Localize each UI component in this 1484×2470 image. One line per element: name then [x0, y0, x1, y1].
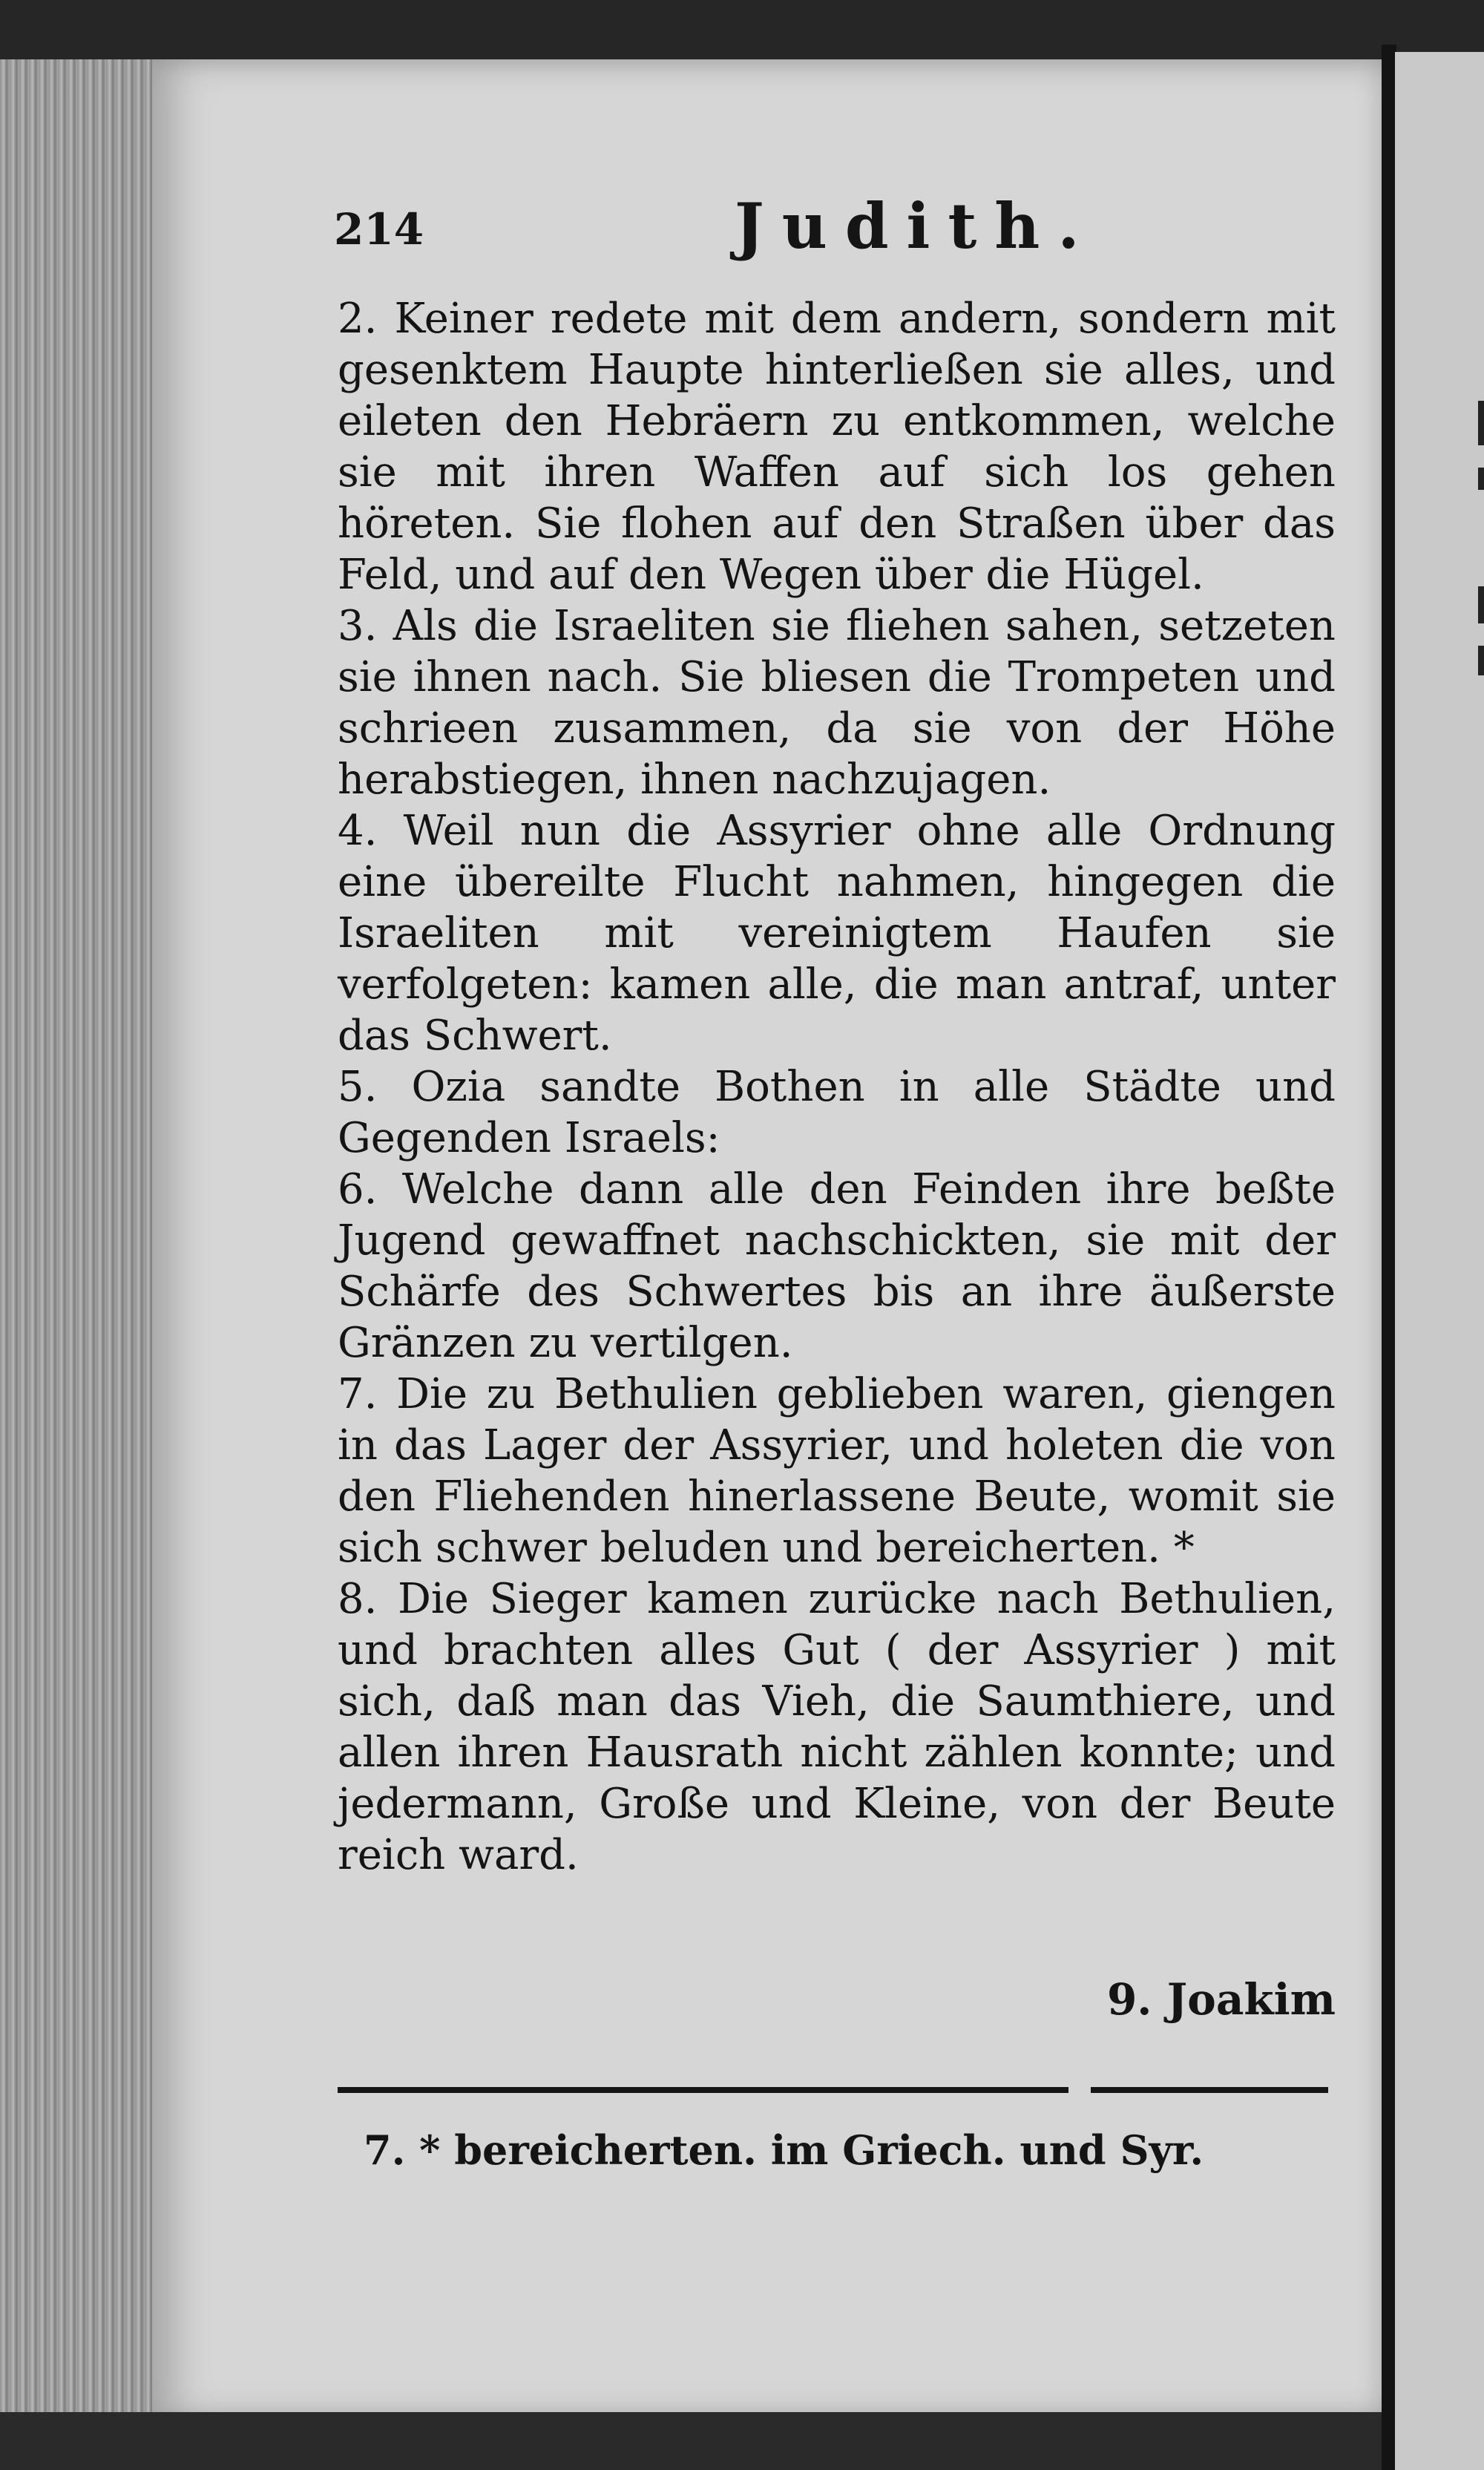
facing-page-text-fragment [1478, 646, 1484, 675]
footnote-rule [1091, 2087, 1328, 2093]
verse-4: 4. Weil nun die Assyrier ohne alle Ordnung eine übereilte Flucht nahmen, hingegen die Israeliten mit vereinigtem Haufen sie verfolgeten: kamen alle, die man antraf, unter das Schwert. [338, 807, 1336, 1060]
facing-page-text-fragment [1478, 468, 1484, 490]
facing-page-text-fragment [1478, 586, 1484, 623]
verse-6: 6. Welche dann alle den Feinden ihre beßte Jugend gewaffnet nachschickten, sie mit der Schärfe des Schwertes bis an ihre äußerste Gränzen zu vertilgen. [338, 1165, 1336, 1367]
page-number: 214 [334, 204, 424, 255]
verse-5: 5. Ozia sandte Bothen in alle Städte und Gegenden Israels: [338, 1063, 1336, 1162]
scan-top-background [0, 0, 1484, 68]
footnote-rule [338, 2087, 742, 2093]
verse-2: 2. Keiner redete mit dem andern, sondern mit gesenktem Haupte hinterließen sie alles, und eileten den Hebräern zu entkommen, welche sie mit ihren Waffen auf sich los gehen höreten. Sie flohen auf den Straßen über das Feld, und auf den Wegen über die Hügel. [338, 295, 1336, 599]
book-gutter [1382, 45, 1396, 2470]
page-header [334, 189, 1336, 278]
facing-page-text-fragment [1478, 401, 1484, 445]
verse-8: 8. Die Sieger kamen zurücke nach Bethulien, und brachten alles Gut ( der Assyrier ) mit sich, daß man das Vieh, die Saumthiere, und allen ihren Hausrath nicht zählen konnte; und jedermann, Große und Kleine, von der Beute reich ward. [338, 1575, 1336, 1879]
facing-page-edge [1395, 52, 1484, 2470]
verse-7: 7. Die zu Bethulien geblieben waren, giengen in das Lager der Assyrier, und holeten die von den Fliehenden hinerlassene Beute, womit sie sich schwer beluden und bereicherten. * [338, 1370, 1336, 1572]
scan-bottom-background [0, 2412, 1395, 2470]
running-title: Judith. [735, 189, 1097, 263]
footnote: 7. * bereicherten. im Griech. und Syr. [364, 2126, 1204, 2174]
catchword: 9. Joakim [1106, 1974, 1336, 2025]
book-page-edges [0, 59, 171, 2470]
verse-3: 3. Als die Israeliten sie fliehen sahen, setzeten sie ihnen nach. Sie bliesen die Trompeten und schrieen zusammen, da sie von der Höhe herabstiegen, ihnen nachzujagen. [338, 602, 1336, 804]
page-body [338, 293, 1336, 1881]
footnote-rule [742, 2087, 1068, 2093]
